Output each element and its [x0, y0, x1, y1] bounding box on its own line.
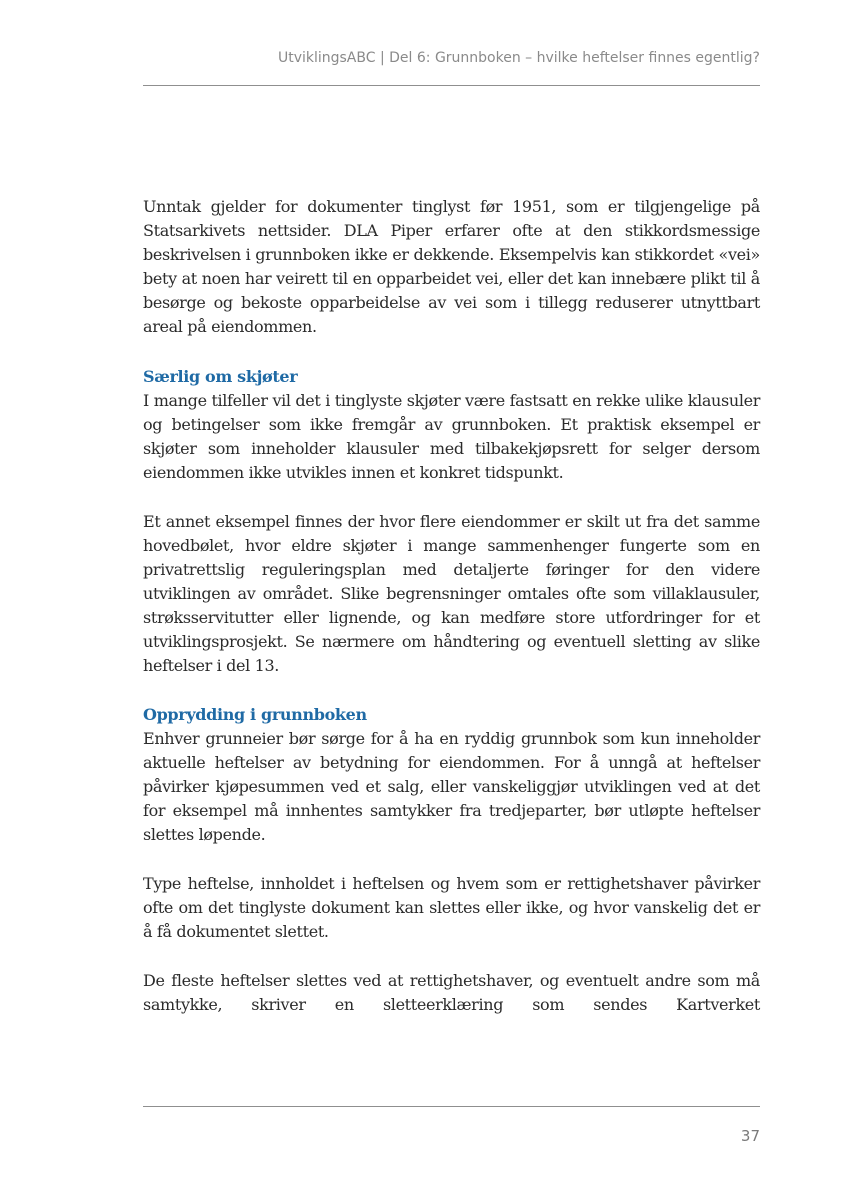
header-rule — [143, 85, 760, 86]
body-paragraph: De fleste heftelser slettes ved at rettighetshaver, og eventuelt andre som må samtykke, skriver en sletteerklæring som sendes Kartverket — [143, 971, 760, 1014]
body-paragraph: Et annet eksempel finnes der hvor flere eiendommer er skilt ut fra det samme hovedbølet, hvor eldre skjøter i mange sammenhenger fungerte som en privatrettslig reguleringsplan med detaljerte føringer for den videre utviklingen av området. Slike begrensninger omtales ofte som villaklausuler, strøksservitutter eller lignende, og kan medføre store utfordringer for et utviklingsprosjekt. Se nærmere om håndtering og eventuell sletting av slike heftelser i del 13. — [143, 512, 760, 675]
page-number: 37 — [740, 1127, 760, 1145]
section-heading: Særlig om skjøter — [143, 367, 298, 386]
body-paragraph: Type heftelse, innholdet i heftelsen og hvem som er rettighetshaver påvirker ofte om det tinglyste dokument kan slettes eller ikke, og hvor vanskelig det er å få dokumentet slettet. — [143, 874, 760, 941]
footer-rule — [143, 1106, 760, 1107]
running-header: UtviklingsABC | Del 6: Grunnboken – hvilke heftelser finnes egentlig? — [277, 50, 760, 66]
body-paragraph: I mange tilfeller vil det i tinglyste skjøter være fastsatt en rekke ulike klausuler og betingelser som ikke fremgår av grunnboken. Et praktisk eksempel er skjøter som inneholder klausuler med tilbakekjøpsrett for selger dersom eiendommen ikke utvikles innen et konkret tidspunkt. — [143, 391, 760, 482]
body-paragraph: Unntak gjelder for dokumenter tinglyst før 1951, som er tilgjengelige på Statsarkivets nettsider. DLA Piper erfarer ofte at den stikkordsmessige beskrivelsen i grunnboken ikke er dekkende. Eksempelvis kan stikkordet «vei» bety at noen har veirett til en opparbeidet vei, eller det kan innebære plikt til å besørge og bekoste opparbeidelse av vei som i tillegg reduserer utnyttbart areal på eiendommen. — [143, 197, 760, 336]
body-paragraph: Enhver grunneier bør sørge for å ha en ryddig grunnbok som kun inneholder aktuelle heftelser av betydning for eiendommen. For å unngå at heftelser påvirker kjøpesummen ved et salg, eller vanskeliggjør utviklingen ved at det for eksempel må innhentes samtykker fra tredjeparter, bør utløpte heftelser slettes løpende. — [143, 729, 760, 844]
section-heading: Opprydding i grunnboken — [143, 705, 367, 724]
